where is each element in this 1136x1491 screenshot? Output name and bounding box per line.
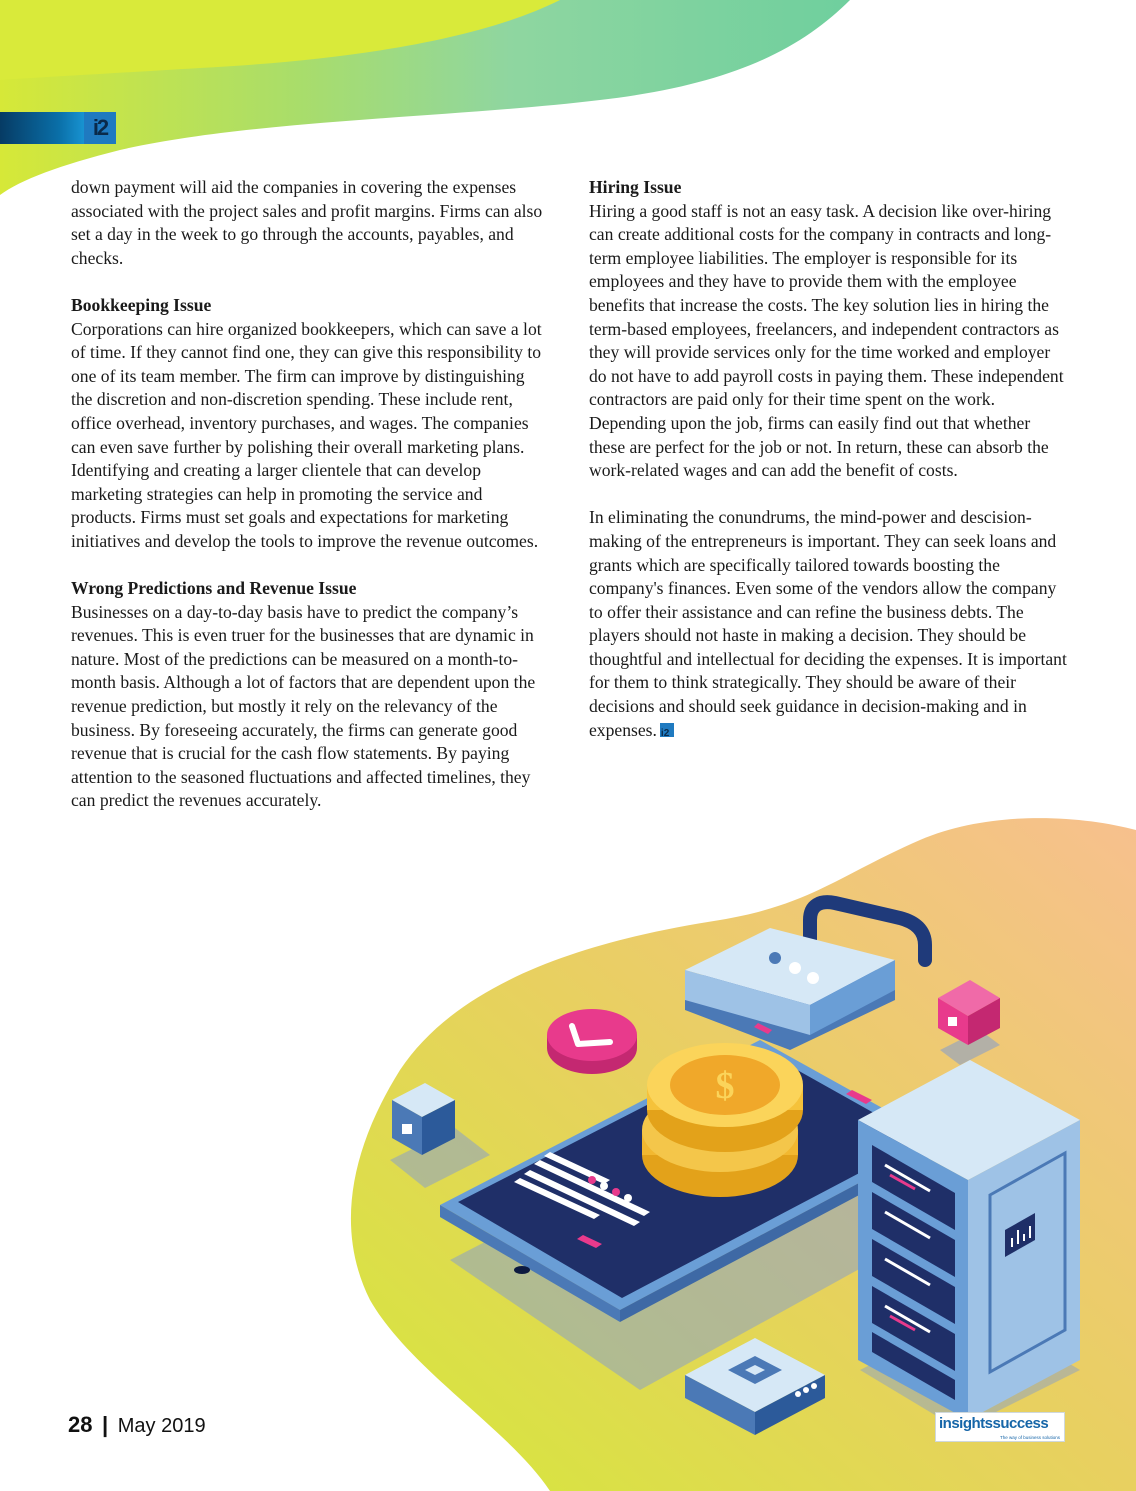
page-number: 28 bbox=[68, 1412, 93, 1437]
dollar-coin-stack-icon bbox=[642, 1043, 803, 1197]
page-footer bbox=[68, 1412, 206, 1438]
insights-success-logo bbox=[935, 1412, 1065, 1442]
section-body-bookkeeping: Corporations can hire organized bookkeepers, which can save a lot of time. If they cannot find one, they can give this responsibility to one of its team member. The firm can improve by distinguishing the discretion and non-discretion spending. These include rent, office overhead, inventory purchases, and wages. The companies can even save further by polishing their overall marketing plans. Identifying and creating a larger clientele that can develop marketing strategies can help in promoting the service and products. Firms must set goals and expectations for marketing initiatives and develop the tools to improve the revenue outcomes. bbox=[71, 318, 542, 551]
section-heading-revenue: Wrong Predictions and Revenue Issue bbox=[71, 578, 357, 599]
right-column bbox=[589, 176, 1067, 766]
header-accent-bar bbox=[0, 112, 84, 144]
server-rack-icon bbox=[858, 1060, 1080, 1420]
finance-illustration bbox=[340, 810, 1136, 1491]
conclusion-paragraph bbox=[589, 506, 1067, 742]
brand-tagline: The way of business solutions bbox=[999, 1435, 1060, 1440]
section-body-hiring: Hiring a good staff is not an easy task. A decision like over-hiring can create additional costs for the company in contracts and long-term employee liabilities. The employer is responsible for its employees and they have to provide them with the employee benefits that increase the costs. The key solution lies in hiring the term-based employees, freelancers, and independent contractors as they will provide services only for the time worked and employer do not have to add payroll costs in paying them. These independent contractors are paid only for their time spent on the work. Depending upon the job, firms can easily find out that whether these are perfect for the job or not. In return, these can absorb the work-related wages and can add the benefit of costs. bbox=[589, 200, 1064, 481]
brand-name: insightssuccess bbox=[939, 1415, 1049, 1432]
clock-icon bbox=[547, 1009, 637, 1074]
section-heading-bookkeeping: Bookkeeping Issue bbox=[71, 294, 212, 315]
logo-text: i2 bbox=[92, 115, 108, 140]
footer-separator: | bbox=[102, 1412, 109, 1437]
section-body-revenue: Businesses on a day-to-day basis have to predict the company’s revenues. This is even truer for the businesses that are dynamic in nature. Most of the predictions can be measured on a month-to-month basis. Although a lot of factors that are dependent upon the revenue prediction, but mostly it rely on the relevancy of the business. By foreseeing accurately, the firms can generate good revenue that is crucial for the cash flow statements. By paying attention to the seasoned fluctuations and affected timelines, they can predict the revenues accurately. bbox=[71, 601, 536, 811]
magazine-logo-mark bbox=[84, 112, 116, 144]
issue-date: May 2019 bbox=[117, 1415, 206, 1437]
intro-paragraph: down payment will aid the companies in covering the expenses associated with the project sales and profit margins. Firms can also set a day in the week to go through the accounts, payables, and checks. bbox=[71, 177, 543, 268]
coin-dollar-symbol: $ bbox=[715, 1065, 735, 1107]
left-column bbox=[71, 176, 549, 837]
top-wave-decoration bbox=[0, 0, 1136, 200]
section-heading-hiring: Hiring Issue bbox=[589, 177, 682, 197]
end-of-article-icon bbox=[660, 723, 674, 737]
conclusion-text: In eliminating the conundrums, the mind-power and descision-making of the entrepreneurs is important. They can seek loans and grants which are specifically tailored towards boosting the company's finances. Even some of the vendors allow the company to offer their assistance and can refine the business debts. The players should not haste in making a decision. They should be thoughtful and intellectual for deciding the expenses. It is important for them to think strategically. They should be aware of their decisions and should seek guidance in decision-making and in expenses. bbox=[589, 507, 1067, 740]
